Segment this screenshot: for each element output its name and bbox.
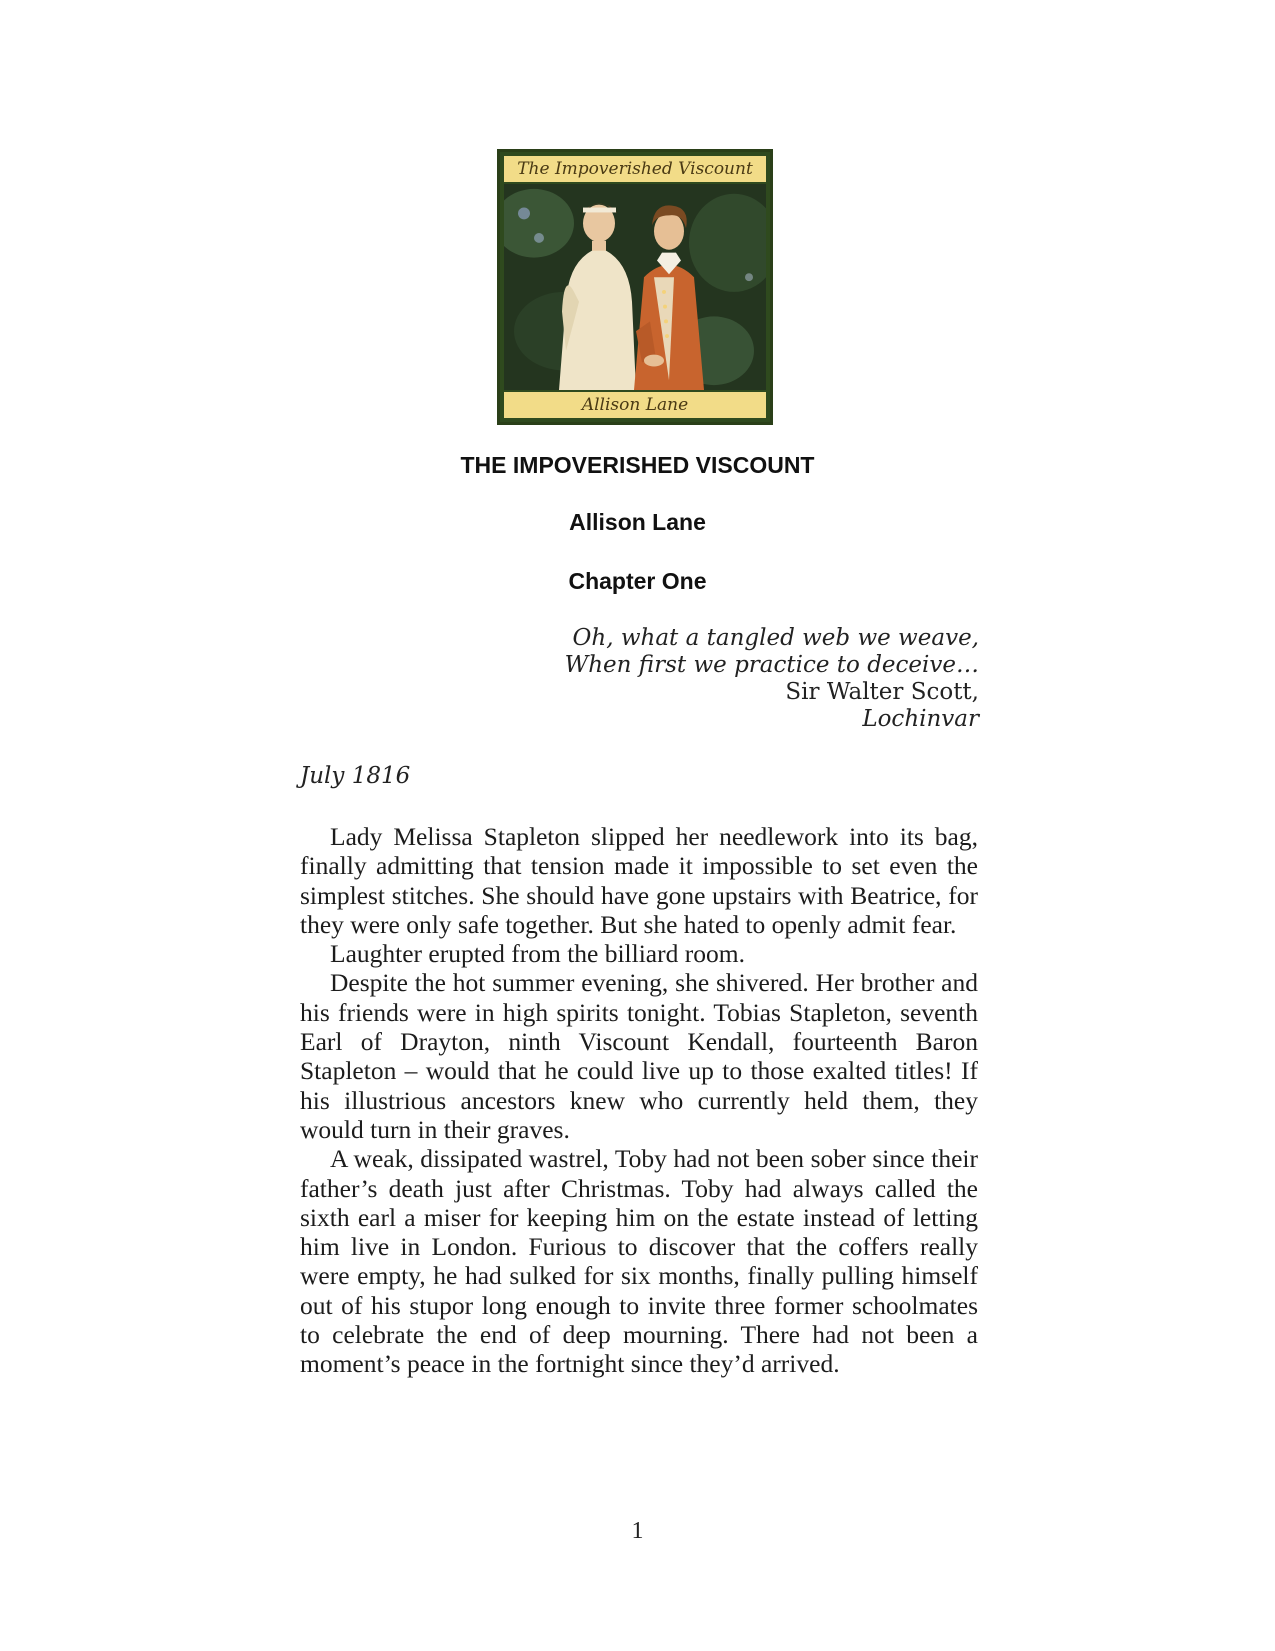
cover-author-banner: Allison Lane <box>504 392 766 418</box>
paragraph: Despite the hot summer evening, she shivered. Her brother and his friends were in high spirits tonight. Tobias Stapleton, seventh Earl of Drayton, ninth Viscount Kendall, fourteenth Baron Stapleton – would that he could live up to those exalted titles! If his illustrious ancestors knew who currently held them, they would turn in their graves. <box>300 968 978 1144</box>
epigraph-line-1: Oh, what a tangled web we weave, <box>572 625 979 651</box>
chapter-body <box>300 822 978 1379</box>
cover-image <box>497 149 773 425</box>
chapter-heading: Chapter One <box>568 568 707 594</box>
paragraph: Lady Melissa Stapleton slipped her needlework into its bag, finally admitting that tension made it impossible to set even the simplest stitches. She should have gone upstairs with Beatrice, for they were only safe together. But she hated to openly admit fear. <box>300 822 978 939</box>
author-name: Allison Lane <box>569 509 706 535</box>
book-title: THE IMPOVERISHED VISCOUNT <box>460 452 815 478</box>
paragraph: A weak, dissipated wastrel, Toby had not been sober since their father’s death just after Christmas. Toby had always called the sixth earl a miser for keeping him on the estate instead of letting him live in London. Furious to discover that the coffers really were empty, he had sulked for six months, finally pulling himself out of his stupor long enough to invite three former schoolmates to celebrate the end of deep mourning. There had not been a moment’s peace in the fortnight since they’d arrived. <box>300 1144 978 1379</box>
epigraph <box>565 625 979 733</box>
paragraph: Laughter erupted from the billiard room. <box>330 939 745 969</box>
epigraph-line-2: When first we practice to deceive… <box>564 652 979 678</box>
dateline: July 1816 <box>300 763 411 789</box>
epigraph-attribution: Sir Walter Scott, <box>785 679 979 705</box>
cover-illustration <box>504 184 766 390</box>
epigraph-source: Lochinvar <box>862 706 979 732</box>
page-number: 1 <box>631 1518 644 1544</box>
cover-title-banner: The Impoverished Viscount <box>504 156 766 182</box>
